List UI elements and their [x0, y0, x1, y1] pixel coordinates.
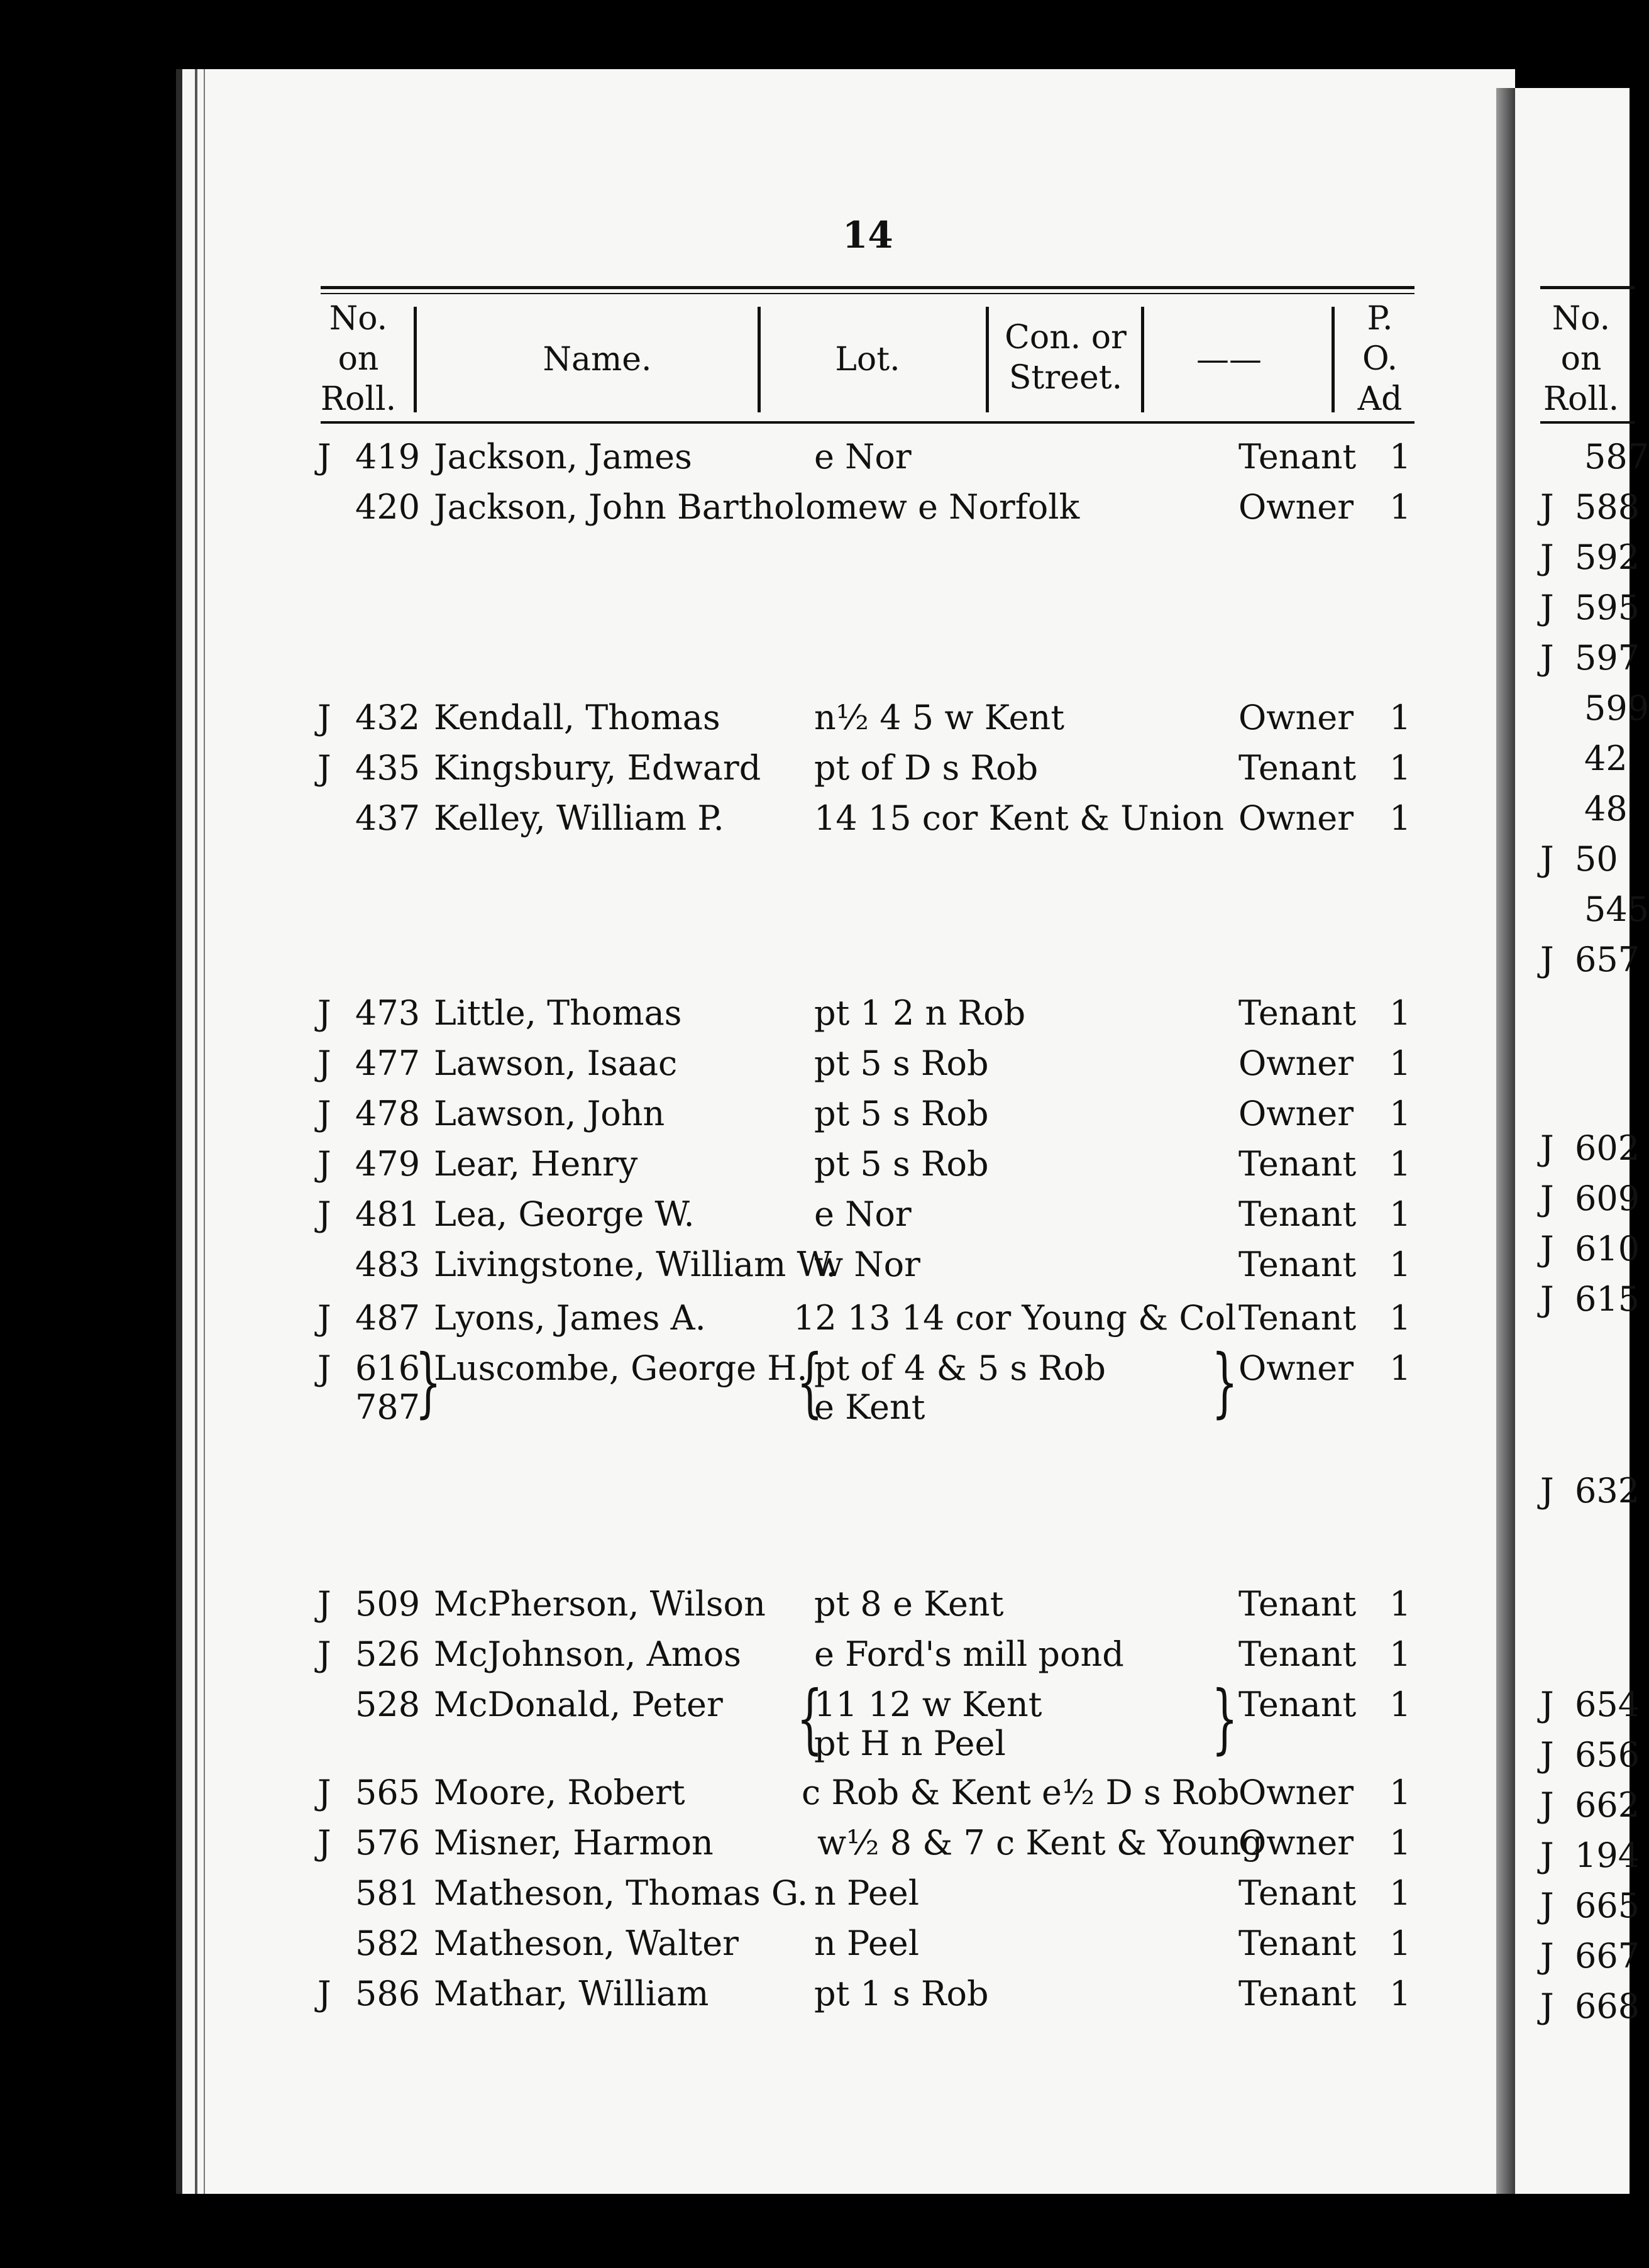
header-no-line1: No. [329, 300, 388, 338]
facing-roll-prefix: J [1540, 1785, 1554, 1825]
facing-header-rule [1540, 421, 1635, 424]
roll-number: 582 [355, 1924, 421, 1963]
lot-description: pt of 4 & 5 s Rob [814, 1348, 1106, 1388]
lot-description: pt 1 2 n Rob [814, 993, 1026, 1033]
facing-roll-prefix: J [1540, 588, 1554, 627]
lot-description: pt 5 s Rob [814, 1144, 989, 1184]
facing-roll-number: 194 [1575, 1836, 1640, 1875]
roll-prefix: J [317, 993, 331, 1033]
owner-name: Matheson, Walter [434, 1924, 739, 1963]
facing-roll-number: 667 [1575, 1936, 1640, 1976]
roll-prefix: J [317, 1298, 331, 1338]
facing-roll-prefix: J [1540, 940, 1554, 979]
header-con-line1: Con. or [1005, 319, 1127, 356]
facing-roll-number: 665 [1575, 1886, 1640, 1925]
tenure-status: Owner [1238, 1348, 1354, 1388]
roll-number: 565 [355, 1773, 421, 1812]
book-gutter [1496, 88, 1515, 2194]
po-count: 1 [1389, 437, 1411, 476]
header-po-line1: P. [1367, 300, 1393, 338]
roll-prefix: J [317, 1773, 331, 1812]
facing-roll-number: 48 [1584, 789, 1628, 828]
owner-name: Moore, Robert [434, 1773, 685, 1812]
facing-roll-prefix: J [1540, 638, 1554, 678]
header-dash: —— [1196, 341, 1262, 378]
brace-right: } [1211, 1675, 1238, 1763]
facing-roll-number: 609 [1575, 1179, 1640, 1218]
facing-roll-number: 597 [1575, 638, 1640, 678]
po-count: 1 [1389, 1634, 1411, 1674]
po-count: 1 [1389, 487, 1411, 527]
tenure-status: Tenant [1238, 1873, 1357, 1913]
owner-name: Lawson, Isaac [434, 1043, 678, 1083]
lot-description: 14 15 cor Kent & Union [814, 798, 1225, 838]
header-con-or-street [993, 317, 1138, 398]
tenure-status: Owner [1238, 798, 1354, 838]
owner-name: McDonald, Peter [434, 1685, 723, 1724]
facing-roll-number: 657 [1575, 940, 1640, 979]
roll-prefix: J [317, 437, 331, 476]
facing-header-no-on-roll [1540, 299, 1622, 419]
lot-description: 11 12 w Kent [814, 1685, 1042, 1724]
lot-description: n Peel [814, 1924, 920, 1963]
roll-prefix: J [317, 1823, 331, 1863]
lot-description: c Rob & Kent e½ D s Rob [802, 1773, 1240, 1812]
header-separator [986, 307, 989, 412]
owner-name: Mathar, William [434, 1974, 709, 2013]
owner-name: McPherson, Wilson [434, 1584, 766, 1624]
owner-name: Luscombe, George H. [434, 1348, 808, 1388]
facing-roll-prefix: J [1540, 1986, 1554, 2026]
facing-roll-number: 656 [1575, 1735, 1640, 1775]
facing-roll-number: 42 [1584, 739, 1628, 778]
roll-number: 477 [355, 1043, 421, 1083]
facing-roll-prefix: J [1540, 1685, 1554, 1724]
roll-number: 576 [355, 1823, 421, 1863]
roll-number: 528 [355, 1685, 421, 1724]
facing-header-line: Roll. [1543, 380, 1619, 418]
header-rule-bottom [321, 421, 1415, 424]
brace-roll: } [415, 1339, 442, 1426]
roll-prefix: J [317, 1194, 331, 1234]
roll-number: 483 [355, 1245, 421, 1284]
tenure-status: Owner [1238, 1823, 1354, 1863]
roll-number: 432 [355, 698, 421, 737]
roll-prefix: J [317, 1634, 331, 1674]
facing-roll-number: 662 [1575, 1785, 1640, 1825]
facing-roll-prefix: J [1540, 1836, 1554, 1875]
lot-description: e Ford's mill pond [814, 1634, 1124, 1674]
brace-right: } [1211, 1339, 1238, 1426]
header-lot: Lot. [835, 341, 900, 378]
po-count: 1 [1389, 798, 1411, 838]
tenure-status: Tenant [1238, 1584, 1357, 1624]
roll-number: 526 [355, 1634, 421, 1674]
facing-roll-number: 615 [1575, 1279, 1640, 1319]
facing-roll-number: 610 [1575, 1229, 1640, 1269]
owner-name: Lea, George W. [434, 1194, 695, 1234]
header-no-line2: on [338, 340, 379, 378]
facing-roll-number: 668 [1575, 1986, 1640, 2026]
roll-number: 481 [355, 1194, 421, 1234]
po-count: 1 [1389, 698, 1411, 737]
po-count: 1 [1389, 748, 1411, 788]
owner-name: Little, Thomas [434, 993, 682, 1033]
po-count: 1 [1389, 1773, 1411, 1812]
facing-roll-prefix: J [1540, 487, 1554, 527]
lot-description: pt 8 e Kent [814, 1584, 1004, 1624]
header-separator [1141, 307, 1144, 412]
owner-name: Misner, Harmon [434, 1823, 714, 1863]
facing-roll-prefix: J [1540, 839, 1554, 879]
tenure-status: Owner [1238, 698, 1354, 737]
lot-description: 12 13 14 cor Young & Col [793, 1298, 1237, 1338]
tenure-status: Tenant [1238, 437, 1357, 476]
tenure-status: Tenant [1238, 1685, 1357, 1724]
roll-prefix: J [317, 1348, 331, 1388]
po-count: 1 [1389, 1348, 1411, 1388]
tenure-status: Owner [1238, 1043, 1354, 1083]
tenure-status: Tenant [1238, 1974, 1357, 2013]
tenure-status: Tenant [1238, 1634, 1357, 1674]
facing-roll-number: 654 [1575, 1685, 1640, 1724]
facing-roll-prefix: J [1540, 1936, 1554, 1976]
roll-prefix: J [317, 1144, 331, 1184]
roll-number: 586 [355, 1974, 421, 2013]
brace-left: { [797, 1339, 824, 1426]
facing-roll-number: 632 [1575, 1471, 1640, 1511]
facing-roll-number: 587 [1584, 437, 1649, 476]
roll-prefix: J [317, 748, 331, 788]
owner-name: Livingstone, William W. [434, 1245, 837, 1284]
lot-description: n½ 4 5 w Kent [814, 698, 1065, 737]
owner-name: Kelley, William P. [434, 798, 724, 838]
tenure-status: Tenant [1238, 993, 1357, 1033]
tenure-status: Tenant [1238, 1924, 1357, 1963]
roll-number: 473 [355, 993, 421, 1033]
header-no-line3: Roll. [320, 380, 397, 418]
facing-header-rule [1540, 286, 1635, 289]
header-po-address [1352, 299, 1408, 419]
facing-roll-number: 599 [1584, 688, 1649, 728]
roll-number-secondary: 787 [355, 1387, 421, 1427]
tenure-status: Tenant [1238, 748, 1357, 788]
facing-roll-prefix: J [1540, 1886, 1554, 1925]
owner-name: Matheson, Thomas G. [434, 1873, 808, 1913]
facing-roll-prefix: J [1540, 1179, 1554, 1218]
facing-roll-prefix: J [1540, 537, 1554, 577]
facing-roll-number: 588 [1575, 487, 1640, 527]
po-count: 1 [1389, 1974, 1411, 2013]
facing-header-line: No. [1552, 300, 1611, 338]
owner-name: Lear, Henry [434, 1144, 638, 1184]
roll-number: 479 [355, 1144, 421, 1184]
lot-description: pt 1 s Rob [814, 1974, 989, 2013]
tenure-status: Owner [1238, 1773, 1354, 1812]
lot-description: e Nor [814, 437, 912, 476]
header-po-line3: Ad [1357, 380, 1403, 418]
owner-name: Jackson, James [434, 437, 692, 476]
roll-number: 419 [355, 437, 421, 476]
owner-name: Kingsbury, Edward [434, 748, 761, 788]
facing-roll-prefix: J [1540, 1128, 1554, 1168]
facing-roll-number: 602 [1575, 1128, 1640, 1168]
owner-name: Lawson, John [434, 1094, 665, 1133]
lot-description: pt of D s Rob [814, 748, 1039, 788]
lot-description: n Peel [814, 1873, 920, 1913]
roll-number: 420 [355, 487, 421, 527]
po-count: 1 [1389, 1873, 1411, 1913]
facing-roll-number: 545 [1584, 889, 1649, 929]
po-count: 1 [1389, 1194, 1411, 1234]
facing-roll-number: 595 [1575, 588, 1640, 627]
roll-prefix: J [317, 698, 331, 737]
brace-left: { [797, 1675, 824, 1763]
lot-description: pt 5 s Rob [814, 1043, 989, 1083]
po-count: 1 [1389, 1584, 1411, 1624]
lot-description-secondary: pt H n Peel [814, 1724, 1006, 1763]
roll-prefix: J [317, 1094, 331, 1133]
tenure-status: Tenant [1238, 1194, 1357, 1234]
facing-header-line: on [1560, 340, 1602, 378]
owner-name: Kendall, Thomas [434, 698, 720, 737]
roll-number: 435 [355, 748, 421, 788]
roll-prefix: J [317, 1974, 331, 2013]
header-name: Name. [543, 341, 652, 378]
tenure-status: Owner [1238, 1094, 1354, 1133]
roll-prefix: J [317, 1584, 331, 1624]
owner-name: McJohnson, Amos [434, 1634, 742, 1674]
roll-number: 437 [355, 798, 421, 838]
tenure-status: Tenant [1238, 1245, 1357, 1284]
page-number: 14 [842, 214, 893, 256]
tenure-status: Owner [1238, 487, 1354, 527]
po-count: 1 [1389, 1298, 1411, 1338]
po-count: 1 [1389, 1144, 1411, 1184]
po-count: 1 [1389, 1094, 1411, 1133]
facing-roll-prefix: J [1540, 1229, 1554, 1269]
header-rule-top [321, 286, 1415, 289]
po-count: 1 [1389, 1823, 1411, 1863]
roll-number: 509 [355, 1584, 421, 1624]
header-no-on-roll [317, 299, 399, 419]
roll-prefix: J [317, 1043, 331, 1083]
facing-page [1515, 88, 1649, 2194]
po-count: 1 [1389, 1043, 1411, 1083]
facing-roll-number: 592 [1575, 537, 1640, 577]
roll-number: 616 [355, 1348, 421, 1388]
facing-roll-prefix: J [1540, 1279, 1554, 1319]
header-separator [758, 307, 761, 412]
lot-description-secondary: e Kent [814, 1387, 925, 1427]
header-rule-top-thin [321, 293, 1415, 294]
owner-name: Jackson, John Bartholomew e Norfolk [434, 487, 1080, 527]
lot-description: w Nor [814, 1245, 920, 1284]
po-count: 1 [1389, 1685, 1411, 1724]
owner-name: Lyons, James A. [434, 1298, 706, 1338]
lot-description: e Nor [814, 1194, 912, 1234]
po-count: 1 [1389, 1924, 1411, 1963]
po-count: 1 [1389, 993, 1411, 1033]
facing-roll-prefix: J [1540, 1735, 1554, 1775]
lot-description: w½ 8 & 7 c Kent & Young [817, 1823, 1263, 1863]
tenure-status: Tenant [1238, 1298, 1357, 1338]
po-count: 1 [1389, 1245, 1411, 1284]
header-con-line2: Street. [1008, 359, 1123, 397]
facing-roll-number: 50 [1575, 839, 1618, 879]
tenure-status: Tenant [1238, 1144, 1357, 1184]
header-separator [414, 307, 417, 412]
lot-description: pt 5 s Rob [814, 1094, 989, 1133]
roll-number: 581 [355, 1873, 421, 1913]
facing-roll-prefix: J [1540, 1471, 1554, 1511]
roll-number: 487 [355, 1298, 421, 1338]
header-po-line2: O. [1362, 340, 1398, 378]
roll-number: 478 [355, 1094, 421, 1133]
header-separator [1332, 307, 1335, 412]
